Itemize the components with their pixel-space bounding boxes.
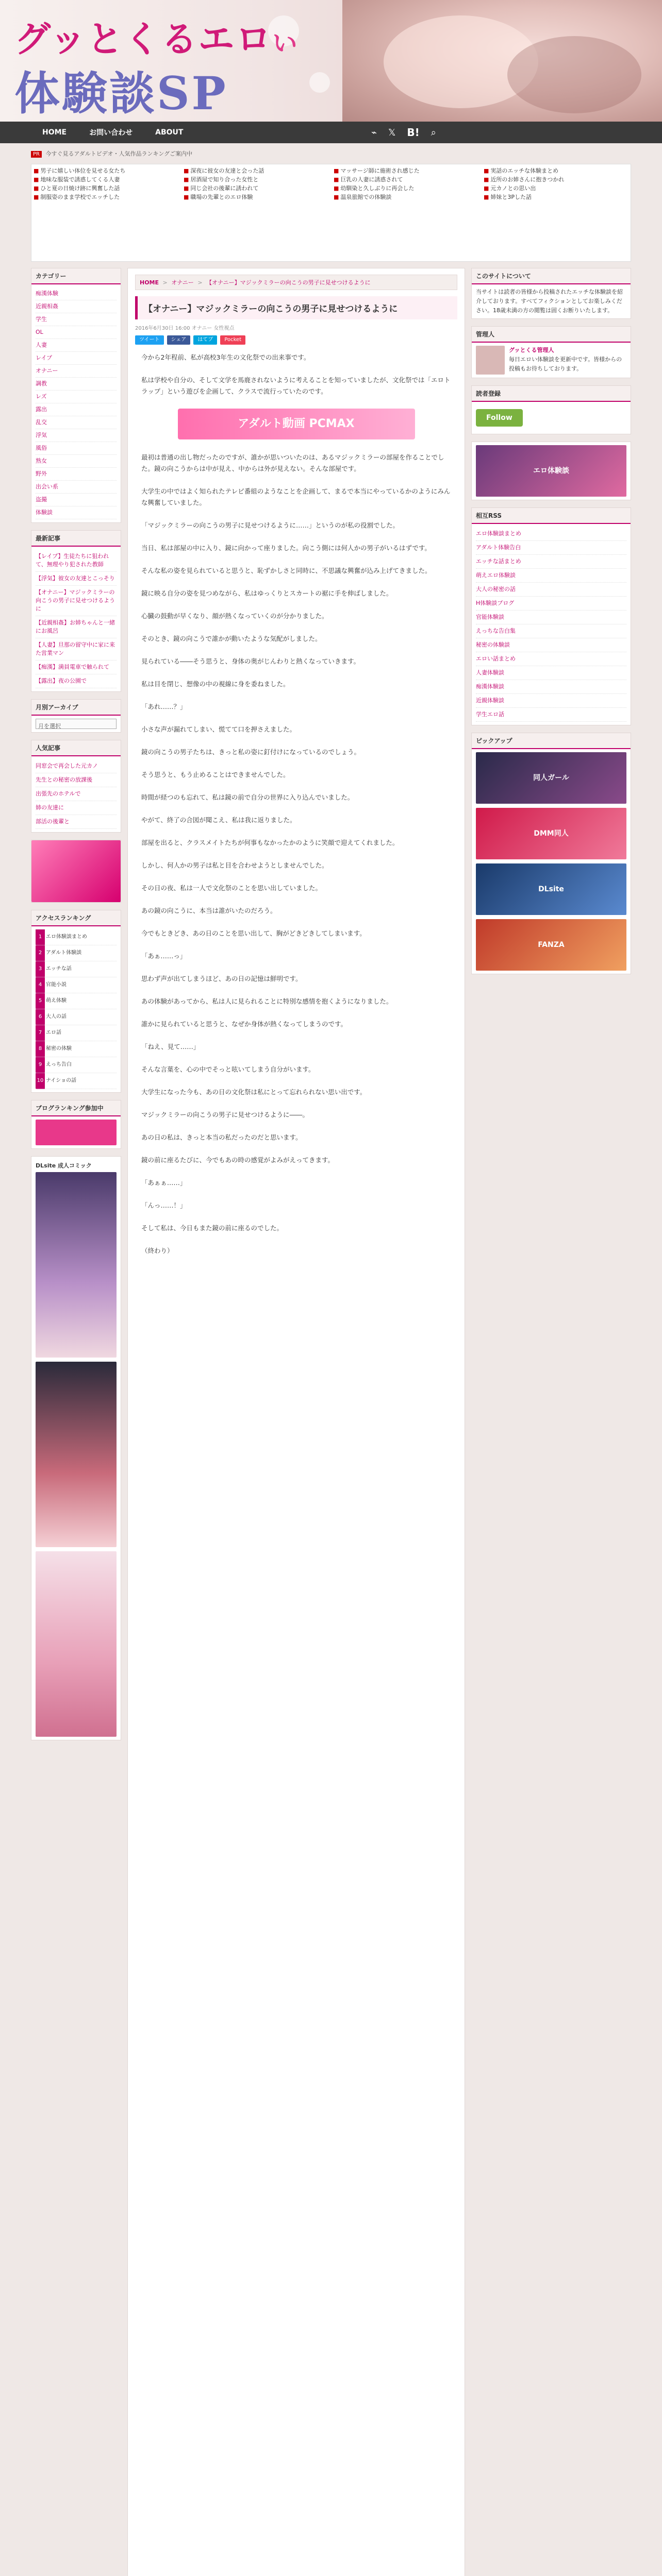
- ranking-link[interactable]: 姉の友達に: [36, 801, 117, 815]
- archive-select[interactable]: 月を選択: [36, 719, 117, 729]
- rss-link[interactable]: 痴漢体験談: [476, 680, 626, 694]
- article-paragraph: あの体験があってから、私は人に見られることに特別な感情を抱くようになりました。: [141, 997, 393, 1005]
- pickup-title: ピックアップ: [472, 733, 631, 749]
- blog-ranking-banner[interactable]: [36, 1120, 117, 1145]
- access-rank-number: 3: [36, 961, 45, 977]
- hatena-icon[interactable]: B!: [407, 126, 420, 139]
- partner-link[interactable]: ■ マッサージ師に施術され感じた: [334, 167, 420, 174]
- article-paragraph: 「ねえ、見て……」: [141, 1043, 200, 1050]
- partner-link[interactable]: ■ 近所のお姉さんに抱きつかれ: [484, 176, 565, 183]
- access-rank-number: 7: [36, 1025, 45, 1041]
- search-icon[interactable]: ⌕: [431, 127, 436, 138]
- categories-widget: [31, 268, 121, 523]
- access-ranking-title: アクセスランキング: [31, 910, 121, 926]
- article-paragraph: あの日の私は、きっと本当の私だったのだと思います。: [141, 1133, 302, 1141]
- article-paragraph: しかし、何人かの男子は私と目を合わせようとしませんでした。: [141, 861, 328, 869]
- access-rank-number: 8: [36, 1041, 45, 1057]
- breadcrumb-home[interactable]: HOME: [140, 279, 159, 286]
- partner-link[interactable]: ■ ひと夏の日焼け跡に興奮した話: [34, 185, 120, 192]
- ranking-link[interactable]: 出張先のホテルで: [36, 787, 117, 801]
- category-link[interactable]: 人妻: [36, 339, 117, 352]
- access-rank-link[interactable]: ナイショの話: [45, 1073, 117, 1089]
- category-link[interactable]: オナニー: [36, 365, 117, 378]
- ticker-badge: PR: [31, 151, 42, 158]
- access-rank-link[interactable]: エッチな話: [45, 961, 117, 977]
- category-link[interactable]: 痴漢体験: [36, 287, 117, 300]
- article-paragraph: 時間が経つのも忘れて、私は鏡の前で自分の世界に入り込んでいました。: [141, 793, 354, 801]
- article-paragraph: 鏡に映る自分の姿を見つめながら、私はゆっくりとスカートの裾に手を伸ばしました。: [141, 589, 393, 597]
- rss-link[interactable]: 萌えエロ体験談: [476, 569, 626, 583]
- category-link[interactable]: 学生: [36, 313, 117, 326]
- access-rank-link[interactable]: えっち告白: [45, 1057, 117, 1073]
- rss-link[interactable]: H体験談ブログ: [476, 597, 626, 611]
- article-paragraph: そんな私の姿を見られていると思うと、恥ずかしさと同時に、不思議な興奮が込み上げてきました。: [141, 567, 432, 574]
- partner-link[interactable]: ■ 姉妹と3Pした話: [484, 194, 532, 200]
- rss-link[interactable]: 人妻体験談: [476, 666, 626, 680]
- avatar: [476, 346, 505, 375]
- article-paragraph: 鏡の向こうの男子たちは、きっと私の姿に釘付けになっているのでしょう。: [141, 748, 361, 756]
- access-rank-number: 5: [36, 993, 45, 1009]
- article-paragraph: 大学生の中ではよく知られたテレビ番組のようなことを企画して、まるで本当にやっているかのようにみんな興奮していました。: [141, 487, 451, 506]
- rss-link[interactable]: エロ体験談まとめ: [476, 527, 626, 541]
- article-paragraph: 見られている――そう思うと、身体の奥がじんわりと熱くなっていきます。: [141, 657, 360, 665]
- article-paragraph: 小さな声が漏れてしまい、慌てて口を押さえました。: [141, 725, 296, 733]
- nav-about[interactable]: ABOUT: [155, 128, 184, 137]
- about-title: このサイトについて: [472, 268, 631, 284]
- breadcrumb: HOME > オナニー > 【オナニー】マジックミラーの向こうの男子に見せつけるように: [135, 275, 457, 290]
- recent-post-link[interactable]: 【レイプ】生徒たちに狙われて、無理やり犯された教師: [36, 550, 117, 572]
- article-paragraph: 「あぁぁ……」: [141, 1179, 187, 1187]
- profile-title: 管理人: [472, 327, 631, 343]
- category-link[interactable]: 乱交: [36, 416, 117, 429]
- partner-link[interactable]: ■ 実話のエッチな体験まとめ: [484, 167, 559, 174]
- category-link[interactable]: 露出: [36, 403, 117, 416]
- nav-contact[interactable]: お問い合わせ: [89, 129, 133, 137]
- article-paragraph: 今でもときどき、あの日のことを思い出して、胸がどきどきしてしまいます。: [141, 929, 366, 937]
- ticker-text[interactable]: 今すぐ見るアダルトビデオ・人気作品ランキングご案内中: [45, 150, 193, 157]
- recent-post-link[interactable]: 【近親相姦】お姉ちゃんと一緒にお風呂: [36, 616, 117, 638]
- category-link[interactable]: 風俗: [36, 442, 117, 455]
- article-paragraph: マジックミラーの向こうの男子に見せつけるように――。: [141, 1111, 309, 1118]
- partner-link[interactable]: ■ 温泉旅館での体験談: [334, 194, 392, 200]
- right-sidebar: [471, 268, 631, 981]
- rss-widget: [471, 507, 631, 725]
- ad-banner[interactable]: [31, 840, 121, 902]
- about-widget: [471, 268, 631, 319]
- article-body: [141, 352, 451, 1257]
- breadcrumb-category[interactable]: オナニー: [171, 279, 194, 286]
- access-rank-link[interactable]: 秘密の体験: [45, 1041, 117, 1057]
- article-paragraph: 「あぁ……っ」: [141, 952, 187, 960]
- ranking-title: 人気記事: [31, 740, 121, 756]
- article-paragraph: 部屋を出ると、クラスメイトたちが何事もなかったかのように笑顔で迎えてくれました。: [141, 839, 399, 846]
- dlsite-widget: [31, 1156, 121, 1740]
- partner-link[interactable]: ■ 深夜に彼女の友達と会った話: [184, 167, 264, 174]
- recent-posts-widget: [31, 530, 121, 692]
- article-paragraph: 心臓の鼓動が早くなり、顔が熱くなっていくのが分かりました。: [141, 612, 328, 620]
- access-rank-link[interactable]: エロ体験談まとめ: [45, 929, 117, 945]
- access-rank-number: 9: [36, 1057, 45, 1073]
- follow-widget: [471, 385, 631, 434]
- rss-link[interactable]: えっちな告白集: [476, 624, 626, 638]
- article-paragraph: 私は目を閉じ、想像の中の視線に身を委ねました。: [141, 680, 290, 688]
- category-link[interactable]: 野外: [36, 468, 117, 481]
- ad-banner-right-1[interactable]: エロ体験談: [476, 445, 626, 497]
- ad-banner-right-4[interactable]: DLsite: [476, 863, 626, 915]
- rss-link[interactable]: エッチな話まとめ: [476, 555, 626, 569]
- archive-widget: [31, 699, 121, 733]
- article-paragraph: 大学生になった今も、あの日の文化祭は私にとって忘れられない思い出です。: [141, 1088, 367, 1096]
- twitter-icon[interactable]: 𝕏: [388, 127, 396, 138]
- access-rank-link[interactable]: 大人の話: [45, 1009, 117, 1025]
- follow-button[interactable]: Follow: [476, 409, 523, 427]
- article-paragraph: 思わず声が出てしまうほど、あの日の記憶は鮮明です。: [141, 975, 302, 982]
- category-link[interactable]: 近親相姦: [36, 300, 117, 313]
- post-meta: 2016年6月30日 16:00 オナニー 女性視点: [135, 326, 235, 331]
- recent-post-link[interactable]: 【痴漢】満員電車で触られて: [36, 660, 117, 674]
- article-paragraph: 最初は普通の出し物だったのですが、誰かが思いついたのは、あるマジックミラーの部屋を作ることでした。鏡の向こうからは中が見え、中からは外が見えない。そんな部屋です。: [141, 453, 444, 472]
- access-rank-link[interactable]: 官能小説: [45, 977, 117, 993]
- about-text: 当サイトは読者の皆様から投稿されたエッチな体験談を紹介しております。すべてフィクションとしてお楽しみください。18歳未満の方の閲覧は固くお断りいたします。: [476, 289, 623, 314]
- partner-link[interactable]: ■ 居酒屋で知り合った女性と: [184, 176, 259, 183]
- blog-ranking-widget: [31, 1100, 121, 1149]
- ranking-widget: [31, 740, 121, 833]
- share-hatena-button[interactable]: はてブ: [193, 335, 217, 345]
- partner-link[interactable]: ■ 職場の先輩とのエロ体験: [184, 194, 253, 200]
- access-rank-number: 10: [36, 1073, 45, 1089]
- rss-title: 相互RSS: [472, 508, 631, 524]
- share-twitter-button[interactable]: ツイート: [135, 335, 164, 345]
- partner-links: [31, 164, 631, 262]
- share-pocket-button[interactable]: Pocket: [220, 335, 245, 345]
- ad-widget: [31, 840, 121, 903]
- header-photo: [342, 0, 662, 122]
- article-paragraph: 誰かに見られていると思うと、なぜか身体が熱くなってしまうのです。: [141, 1020, 347, 1028]
- recent-post-link[interactable]: 【人妻】旦那の留守中に家に来た営業マン: [36, 638, 117, 660]
- rss-link[interactable]: 学生エロ話: [476, 708, 626, 722]
- access-rank-number: 1: [36, 929, 45, 945]
- category-link[interactable]: 出会い系: [36, 481, 117, 494]
- article-paragraph: 「んっ……！」: [141, 1201, 187, 1209]
- article-paragraph: （終わり）: [141, 1247, 174, 1255]
- access-rank-link[interactable]: 萌え体験: [45, 993, 117, 1009]
- category-link[interactable]: 浮気: [36, 429, 117, 442]
- breadcrumb-current: 【オナニー】マジックミラーの向こうの男子に見せつけるように: [206, 279, 371, 286]
- rss-icon[interactable]: ⌁: [371, 127, 377, 138]
- access-ranking-widget: [31, 910, 121, 1093]
- ad-widget-right: [471, 442, 631, 500]
- access-rank-link[interactable]: アダルト体験談: [45, 945, 117, 961]
- rss-link[interactable]: 近親体験談: [476, 694, 626, 708]
- recent-post-link[interactable]: 【浮気】彼女の友達とこっそり: [36, 572, 117, 586]
- profile-name: グッとくる管理人: [509, 347, 554, 353]
- pickup-widget: [471, 733, 631, 974]
- ranking-link[interactable]: 部活の後輩と: [36, 815, 117, 829]
- rss-link[interactable]: 秘密の体験談: [476, 638, 626, 652]
- archive-title: 月別アーカイブ: [31, 700, 121, 716]
- partner-link[interactable]: ■ 巨乳の人妻に誘惑されて: [334, 176, 403, 183]
- ticker[interactable]: [31, 149, 631, 161]
- category-link[interactable]: 調教: [36, 378, 117, 391]
- article-paragraph: 鏡の前に座るたびに、今でもあの時の感覚がよみがえってきます。: [141, 1156, 335, 1164]
- profile-text: 毎日エロい体験談を更新中です。皆様からの投稿もお待ちしております。: [509, 356, 622, 372]
- article: [127, 268, 465, 2576]
- article-paragraph: 「マジックミラーの向こうの男子に見せつけるように……」というのが私の役割でした。: [141, 521, 400, 529]
- follow-title: 読者登録: [472, 386, 631, 402]
- article-paragraph: そして私は、今日もまた鏡の前に座るのでした。: [141, 1224, 284, 1232]
- category-link[interactable]: レズ: [36, 391, 117, 403]
- site-logo-bottom[interactable]: 体験談SP: [14, 66, 228, 120]
- ad-banner-right-5[interactable]: FANZA: [476, 919, 626, 971]
- page-title: 【オナニー】マジックミラーの向こうの男子に見せつけるように: [135, 296, 457, 319]
- categories-title: カテゴリー: [31, 268, 121, 284]
- left-sidebar: [31, 268, 121, 1748]
- article-paragraph: そのとき、鏡の向こうで誰かが動いたような気配がしました。: [141, 635, 322, 642]
- article-paragraph: そんな言葉を、心の中でそっと呟いてしまう自分がいます。: [141, 1065, 315, 1073]
- article-ad-banner[interactable]: アダルト動画 PCMAX: [178, 409, 415, 439]
- access-rank-link[interactable]: エロ話: [45, 1025, 117, 1041]
- partner-link[interactable]: ■ 地味な服装で誘惑してくる人妻: [34, 176, 120, 183]
- profile-widget: [471, 326, 631, 378]
- share-buttons: [135, 335, 457, 345]
- recent-post-link[interactable]: 【露出】夜の公園で: [36, 674, 117, 688]
- partner-link[interactable]: ■ 幼馴染と久しぶりに再会した: [334, 185, 415, 192]
- blog-ranking-title: ブログランキング参加中: [31, 1100, 121, 1116]
- site-logo-top[interactable]: グッとくるエロい: [14, 18, 299, 60]
- partner-link[interactable]: ■ 同じ会社の後輩に誘われて: [184, 185, 259, 192]
- nav-home[interactable]: HOME: [42, 128, 67, 137]
- category-link[interactable]: 盗撮: [36, 494, 117, 506]
- category-link[interactable]: レイプ: [36, 352, 117, 365]
- recent-post-link[interactable]: 【オナニー】マジックミラーの向こうの男子に見せつけるように: [36, 586, 117, 616]
- dlsite-ad-1[interactable]: [36, 1172, 117, 1358]
- main-nav: [0, 122, 662, 143]
- article-paragraph: あの鏡の向こうに、本当は誰がいたのだろう。: [141, 907, 277, 914]
- category-link[interactable]: 体験談: [36, 506, 117, 519]
- partner-link[interactable]: ■ 制服姿のまま学校でエッチした: [34, 194, 120, 200]
- article-paragraph: 「あれ……？」: [141, 703, 187, 710]
- ranking-link[interactable]: 先生との秘密の放課後: [36, 773, 117, 787]
- site-header: [0, 0, 662, 122]
- article-paragraph: 今から2年程前、私が高校3年生の文化祭での出来事です。: [141, 353, 310, 361]
- article-paragraph: その日の夜、私は一人で文化祭のことを思い出していました。: [141, 884, 322, 892]
- access-rank-number: 2: [36, 945, 45, 961]
- dlsite-ad-2[interactable]: [36, 1362, 117, 1547]
- category-link[interactable]: OL: [36, 326, 117, 339]
- recent-posts-title: 最新記事: [31, 531, 121, 547]
- share-facebook-button[interactable]: シェア: [167, 335, 191, 345]
- access-rank-number: 4: [36, 977, 45, 993]
- article-paragraph: 私は学校や自分の、そして文学を馬鹿されないように考えることを知っていましたが、文化祭では「エロトラップ」という遊びを企画して、クラスで流行っていたのです。: [141, 376, 451, 395]
- ad-banner-right-2[interactable]: 同人ガール: [476, 752, 626, 804]
- rss-link[interactable]: 大人の秘密の話: [476, 583, 626, 597]
- article-paragraph: そう思うと、もう止めることはできませんでした。: [141, 771, 290, 778]
- category-link[interactable]: 熟女: [36, 455, 117, 468]
- article-paragraph: やがて、終了の合図が聞こえ、私は我に返りました。: [141, 816, 296, 824]
- rss-link[interactable]: 官能体験談: [476, 611, 626, 624]
- partner-link[interactable]: ■ 男子に嬉しい体位を見せる女たち: [34, 167, 126, 174]
- dlsite-label: DLsite 成人コミック: [36, 1162, 92, 1169]
- article-paragraph: 当日、私は部屋の中に入り、鏡に向かって座りました。向こう側には何人かの男子がいるはずです。: [141, 544, 431, 552]
- rss-link[interactable]: エロい話まとめ: [476, 652, 626, 666]
- dlsite-ad-3[interactable]: [36, 1551, 117, 1737]
- ranking-link[interactable]: 同窓会で再会した元カノ: [36, 759, 117, 773]
- access-rank-number: 6: [36, 1009, 45, 1025]
- partner-link[interactable]: ■ 元カノとの思い出: [484, 185, 536, 192]
- rss-link[interactable]: アダルト体験告白: [476, 541, 626, 555]
- ad-banner-right-3[interactable]: DMM同人: [476, 808, 626, 859]
